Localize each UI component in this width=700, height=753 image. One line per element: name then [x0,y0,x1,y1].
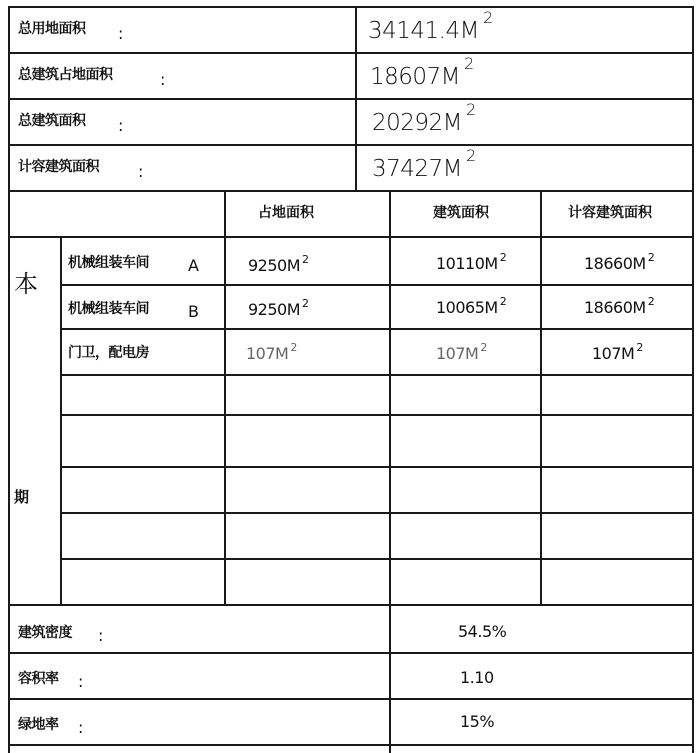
row-line [8,604,694,606]
summary-label: 总用地面积 [18,21,86,37]
row-line [8,652,694,654]
col-line [60,236,62,606]
summary-value: $20292M^2$ [372,100,476,136]
row-line [60,512,694,514]
header-counted-area: 计容建筑面积 [568,205,652,221]
col-line [540,190,542,606]
summary-colon: : [118,116,123,135]
summary-colon: : [118,24,123,43]
row-floor-area: 10110M $^2$ [436,251,507,273]
row-floor-area: 10065M $^2$ [436,295,507,317]
border-left [8,6,10,753]
row-line [8,98,694,100]
indicator-label: 绿地率 [18,717,59,733]
summary-value: $18607M^2$ [370,54,474,90]
row-counted-area: 18660M $^2$ [584,295,655,317]
summary-colon: : [160,70,165,89]
row-name: 机械组装车间 [68,255,149,271]
row-suffix: A [188,256,199,275]
row-line [8,744,694,746]
phase-label-top: 本 [14,270,38,298]
indicator-value: 54.5% [458,622,507,641]
row-line [60,374,694,376]
indicator-colon: : [78,718,83,737]
indicator-label: 建筑密度 [18,625,72,641]
row-line [8,52,694,54]
indicator-colon: : [78,672,83,691]
summary-value: $37427M^2$ [372,146,476,182]
indicator-colon: : [98,626,103,645]
row-line [8,144,694,146]
row-counted-area: 107M $^2$ [592,341,643,363]
indicator-label: 容积率 [18,671,59,687]
header-footprint: 占地面积 [258,205,314,221]
row-line [8,236,694,238]
summary-colon: : [138,162,143,181]
row-line [60,558,694,560]
row-line [60,414,694,416]
row-line [60,328,694,330]
row-line [60,466,694,468]
border-right [692,6,694,753]
header-floor-area: 建筑面积 [433,205,489,221]
row-line [60,284,694,286]
row-suffix: B [188,302,199,321]
row-counted-area: 18660M $^2$ [584,251,655,273]
row-footprint: 9250M $^2$ [248,253,309,275]
summary-value: $34141.4M^2$ [368,8,493,44]
summary-label: 总建筑面积 [18,113,86,129]
phase-label-bottom: 期 [14,488,29,506]
col-line [389,190,391,753]
indicator-value: 1.10 [460,668,494,687]
row-line [8,190,694,192]
row-name: 门卫，配电房 [68,345,149,361]
summary-label: 计容建筑面积 [18,159,99,175]
row-name: 机械组装车间 [68,301,149,317]
border-top [8,6,694,8]
summary-label: 总建筑占地面积 [18,67,113,83]
row-footprint: 107M $^2$ [246,341,297,363]
row-floor-area: 107M $^2$ [436,341,487,363]
row-footprint: 9250M $^2$ [248,297,309,319]
summary-divider [355,6,357,192]
row-line [8,698,694,700]
indicator-value: 15% [460,712,495,731]
col-line [224,190,226,606]
